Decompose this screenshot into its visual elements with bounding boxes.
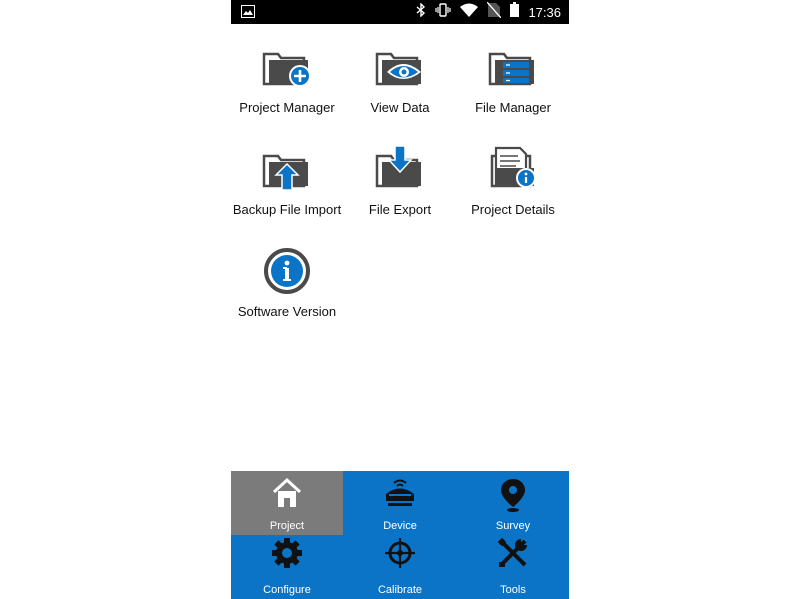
folder-import-icon: [260, 144, 314, 194]
home-icon: [271, 477, 303, 509]
gear-icon: [271, 537, 303, 569]
nav-label: Calibrate: [377, 584, 423, 596]
no-sim-icon: [487, 2, 501, 23]
nav-calibrate[interactable]: [344, 535, 456, 599]
battery-icon: [510, 2, 519, 22]
nav-label: Project: [269, 520, 305, 532]
menu-item-project-manager[interactable]: [231, 28, 343, 124]
bluetooth-icon: [416, 3, 426, 22]
info-circle-icon: [260, 246, 314, 296]
nav-survey[interactable]: [457, 471, 569, 535]
menu-item-file-manager[interactable]: [457, 28, 569, 124]
menu-item-view-data[interactable]: [344, 28, 456, 124]
menu-item-backup-file-import[interactable]: [231, 130, 343, 226]
nav-label: Device: [383, 520, 417, 532]
gnss-receiver-icon: [384, 477, 416, 509]
nav-project[interactable]: [231, 471, 343, 535]
menu-item-label: File Export: [368, 202, 432, 217]
nav-device[interactable]: [344, 471, 456, 535]
status-bar: [231, 0, 569, 24]
tools-icon: [497, 537, 529, 569]
menu-item-software-version[interactable]: [231, 232, 343, 328]
nav-tools[interactable]: [457, 535, 569, 599]
image-icon: [241, 5, 255, 23]
menu-item-file-export[interactable]: [344, 130, 456, 226]
menu-item-label: View Data: [370, 100, 430, 115]
nav-configure[interactable]: [231, 535, 343, 599]
vibrate-icon: [435, 3, 451, 22]
folder-database-icon: [486, 42, 540, 92]
wifi-icon: [460, 3, 478, 22]
menu-item-project-details[interactable]: [457, 130, 569, 226]
menu-item-label: Software Version: [237, 304, 337, 319]
folder-eye-icon: [373, 42, 427, 92]
nav-label: Tools: [500, 584, 526, 596]
nav-label: Configure: [263, 584, 311, 596]
menu-item-label: Project Manager: [239, 100, 335, 115]
document-info-icon: [486, 144, 540, 194]
phone-screen: [231, 0, 569, 599]
menu-item-label: Project Details: [471, 202, 555, 217]
folder-add-icon: [260, 42, 314, 92]
folder-export-icon: [373, 144, 427, 194]
menu-item-label: File Manager: [475, 100, 551, 115]
crosshair-icon: [384, 537, 416, 569]
location-pin-icon: [497, 477, 529, 509]
menu-item-label: Backup File Import: [232, 202, 342, 217]
nav-label: Survey: [495, 520, 531, 532]
status-time: 17:36: [528, 4, 561, 20]
bottom-navigation: [231, 471, 569, 599]
